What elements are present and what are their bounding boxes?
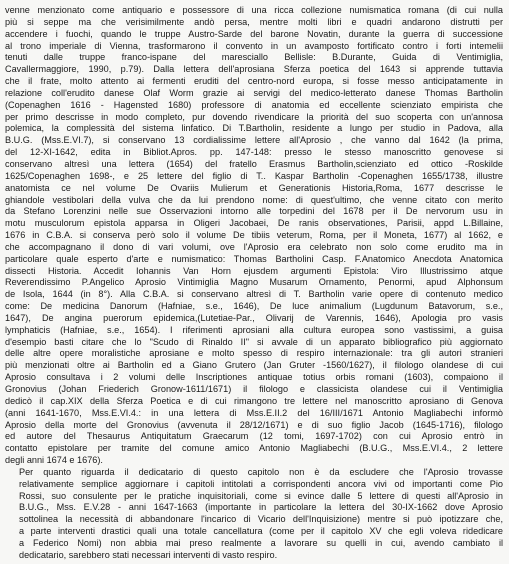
text-line: degli anni 1674 e 1676).	[5, 455, 103, 466]
text-line: ed autore del Thesaurus Antiquitatum Graecarum (12 tomi, 1697-1702) con cui Aprosio entrò in	[5, 431, 503, 442]
text-line: dedicatario, sarebbero stati necessari interventi di vasto respiro.	[19, 549, 278, 560]
text-line: a Federico Nomi) non abbia mai preso realmente a lavorare su quelli in cui, avendo cambiato il	[19, 537, 503, 548]
text-line: motu musculorum epistola apparsa in Oligeri Jacobaei, De ranis observationes, Parisii, appd L.Billaine,	[5, 218, 503, 229]
text-line: tenuti dalle truppe franco-ispane del maresciallo Bellisle: B.Durante, Guida di Ventimiglia,	[5, 52, 503, 63]
text-line: 1625/Copenaghen 1698-, e 25 lettere del figlio di T.. Kaspar Bartholin -Copenaghen 1655/1738, illustre	[5, 170, 503, 181]
text-line: Reverendissimo P.Angelico Aprosio Vintimiglia Magno Musarum Ornamento, Penormi, apud Alphonsum	[5, 277, 503, 288]
text-line: anatomista ce nel volume De Ovariis Mulierum et Generationis Historia,Roma, 1677 descrisse le	[5, 182, 503, 193]
text-line: da Stefano Lorenzini nelle sue Osservazioni intorno alle torpedini del 1678 per il De nervorum usu in	[5, 206, 503, 217]
text-line: relazione coll'erudito danese Olaf Worm grazie ai servigi del medico-letterato danese Thomas Bartholin	[5, 87, 503, 98]
text-line: Gronovius (Johan Friederich Gronow-1611/1671) il filologo e classicista olandese cui il Ventimiglia	[5, 384, 503, 394]
text-line: lymphaticis (Hafniae, s.e., 1654). I riferimenti aprosiani alla cultura europea sono vastissimi, a guisa	[5, 324, 503, 335]
text-line: 1647), De angina puerorum epidemica,(Lutetiae-Par., Olivarij de Varennis, 1646), Apologia pro vasis	[5, 312, 503, 323]
text-line: contatto epistolare per tramite del comune amico Antonio Magliabechi (B.U.G., Mss.E.VI.4., 2 lettere	[5, 443, 503, 454]
text-line: che il frate, molto attento ai fermenti eruditi del centro-nord europa, si fosse messo anticipatamente in	[5, 76, 503, 87]
text-line: particolare quale esperto d'arte e numismatico: Thomas Bartholini Casp. F.Anatomico Anecdota Anatomica	[5, 253, 503, 264]
text-line: dedicò il cap.XIX della Sferza Poetica e di cui rimangono tre lettere nel manoscritto aprosiano di Genova	[5, 395, 503, 406]
text-line: per primo descrisse in modo completo, pur dovendo rivendicare la priorità del suo scoperta con un'annosa	[5, 111, 503, 122]
text-line: Rossi, suo consulente per le pratiche inquisitoriali, come si evince dalle 5 lettere di questi all'Aprosio in	[19, 490, 503, 501]
text-line: del 12-XI-1642, edita in Bibliot.Apros. pp. 147-148: presso le stesso manoscritto genovese si	[5, 147, 503, 158]
text-line: più si seppe ma che verisimilmente andò persa, mentre molti libri e quadri andarono distrutti per	[5, 16, 503, 27]
text-line: d'esempio basti citare che lo "Scudo di Rinaldo II" si avvale di un apparato bibliografico più aggiornato	[5, 336, 503, 347]
text-line: ghiandole vestibolari della vulva che da lui prendono nome: di quest'ultimo, che venne citato con merito	[5, 194, 503, 205]
text-line: (anni 1641-1670, Mss.E.VI.4.: in una lettera di Mss.E.II.2 del 16/III/1671 Antonio Magliabechi informò	[5, 407, 503, 418]
text-line: Per quanto riguarda il dedicatario di questo capitolo non è da escludere che l'Aprosio trovasse	[19, 466, 503, 477]
text-line: (Copenaghen 1616 - Hagensted 1680) professore di anatomia ed eccellente scienziato empirista che	[5, 99, 503, 110]
text-line: al trono imperiale di Vienna, trasformarono il convento in un avamposto fortificato contro i forti intemelii	[5, 40, 503, 51]
text-line: a parte interventi drastici quali una totale cancellatura (come per il capitolo XV che egli voleva ridedicare	[19, 526, 503, 537]
text-line: Aprosio della morte del Gronovius (avvenuta il 28/12/1671) e di suo figlio Jacob (1645-1716), filologo	[5, 419, 503, 430]
text-line: 1676 in C.B.A. si conserva però solo il volume De tibiis veterum, Roma, per il Moneta, 1677) al 1662, e	[5, 230, 503, 241]
text-line: dissecti Historia. Accedit Iohannis Van Horn ejusdem argumenti Epistola: Viro Illustrissimo atque	[5, 265, 503, 276]
text-line: come: De medicina Danorum (Hafniae, s.e., 1646), De luce animalium (Lugdunum Batavorum, s.e.,	[5, 301, 503, 312]
text-line: polemica, la complessità del sistema linfatico. Di T.Bartholin, residente a lungo per studio in Padova, alla	[5, 123, 503, 134]
text-line: conservano altresì una lettera (1654) del fratello Erasmus Bartholin,scienziato ed ottico -Roskilde	[5, 158, 503, 169]
text-line: relativamente semplice aggiornare i capitoli intitolati a corrispondenti ancora vivi od importanti come Pio	[19, 478, 503, 489]
text-line: B.U.G., Mss. E.V.28 - anni 1647-1663 (importante in particolare la lettera del 30-IX-1662 dove Aprosio	[19, 502, 503, 513]
text-line: sottolinea la necessità di abbandonare l'incarico di Vicario dell'Inquisizione) mentre si può ipotizzare che,	[19, 514, 503, 525]
paragraph-2	[5, 467, 503, 562]
text-line: Cavallermaggiore, 1990, p.79). Dalla lettera dell'aprosiana Sferza poetica del 1643 si apprende tuttavia	[5, 64, 503, 75]
text-line: venne menzionato come antiquario e possessore di una ricca collezione numismatica romana (di cui nulla	[5, 5, 503, 15]
text-line: più menzionati oltre ai Bartholin ed a Giano Grutero (Jan Gruter -1560/1627), il filologo olandese di cui	[5, 360, 503, 371]
text-line: de Isola, 1644 (in 8°). Alla C.B.A. si conservano altresì di T. Bartholin varie opere di contenuto medico	[5, 289, 503, 300]
paragraph-1	[5, 5, 503, 467]
text-line: accendere i fuochi, quando le truppe Austro-Sarde del barone Novatin, durante la guerra di successione	[5, 28, 503, 39]
text-line: che accompagnano il dono di vari volumi, ove l'Aprosio era celebrato non solo come erudito ma in	[5, 241, 503, 252]
text-line: Aprosio consultava i 2 volumi delle Inscriptiones antiquae totius orbis romani (1603), compaiono il	[5, 372, 503, 383]
text-line: delle altre opere moralistiche aprosiane e molto spesso di respiro internazionale: tra gli autori stranieri	[5, 348, 503, 359]
text-line: B.U.G. (Mss.E.VI.7), si conservano 13 cordialissime lettere all'Aprosio , che vanno dal 1642 (la prima,	[5, 135, 503, 146]
